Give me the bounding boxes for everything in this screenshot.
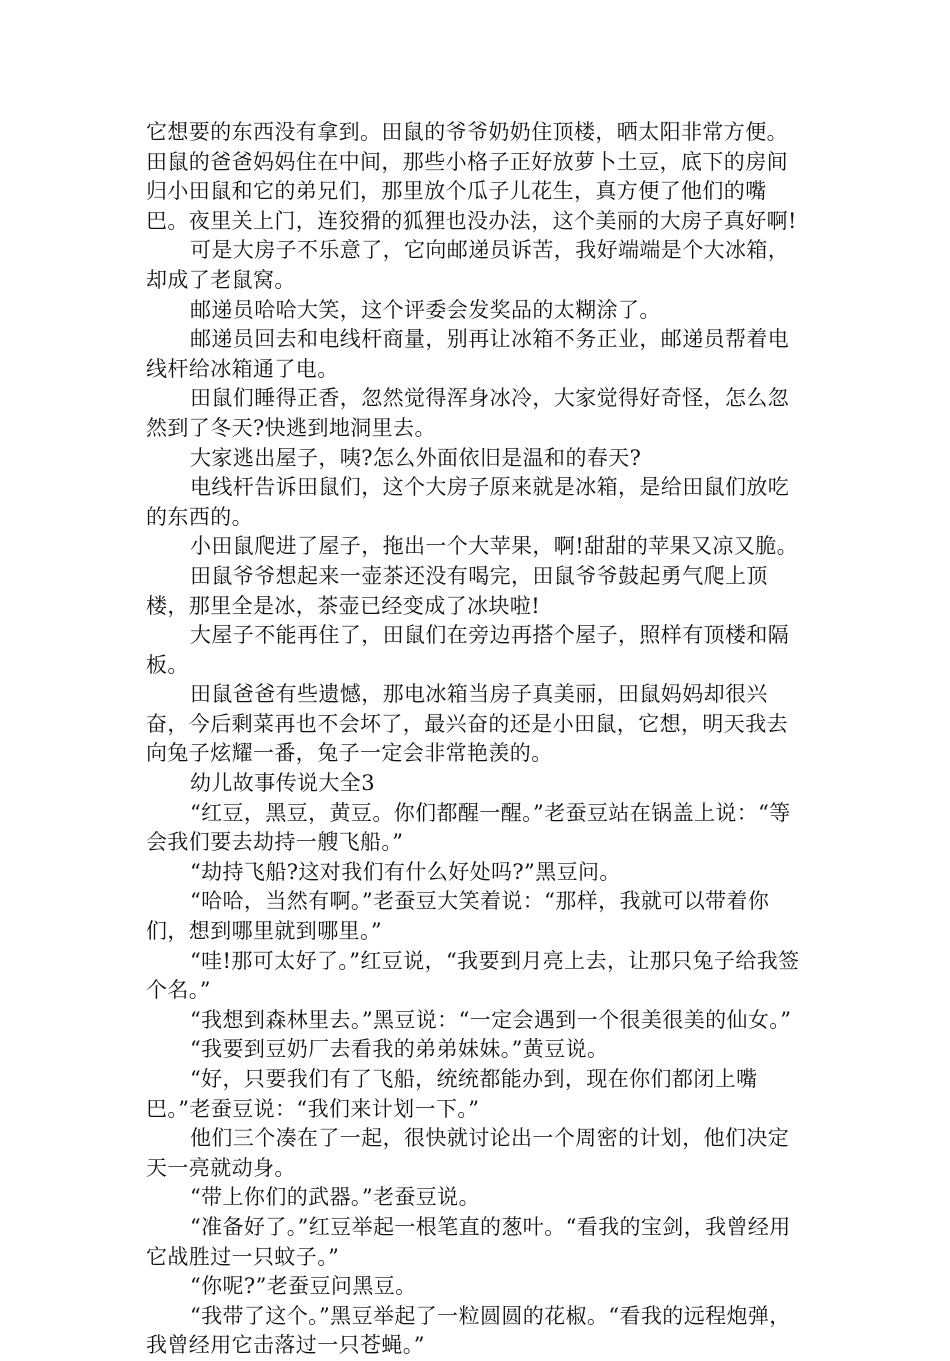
section-heading: 幼儿故事传说大全3 — [190, 771, 375, 796]
paragraph: 小田鼠爬进了屋子，拖出一个大苹果，啊!甜甜的苹果又凉又脆。 — [190, 534, 799, 559]
paragraph: 邮递员回去和电线杆商量，别再让冰箱不务正业，邮递员帮着电线杆给冰箱通了电。 — [146, 327, 790, 381]
paragraph: 大屋子不能再住了，田鼠们在旁边再搭个屋子，照样有顶楼和隔板。 — [146, 623, 790, 677]
paragraph: 田鼠爸爸有些遗憾，那电冰箱当房子真美丽，田鼠妈妈却很兴奋，今后剩菜再也不会坏了，最兴奋的还是小田鼠，它想，明天我去向兔子炫耀一番，兔子一定会非常艳羡的。 — [146, 682, 788, 766]
paragraph: 电线杆告诉田鼠们，这个大房子原来就是冰箱，是给田鼠们放吃的东西的。 — [146, 475, 790, 529]
paragraph: “我想到森林里去。”黑豆说：“一定会遇到一个很美很美的仙女。” — [190, 1007, 792, 1032]
paragraph: 可是大房子不乐意了，它向邮递员诉苦，我好端端是个大冰箱，却成了老鼠窝。 — [146, 238, 790, 292]
paragraph: 它想要的东西没有拿到。田鼠的爷爷奶奶住顶楼，晒太阳非常方便。田鼠的爸爸妈妈住在中间，那些小格子正好放萝卜土豆，底下的房间归小田鼠和它的弟兄们，那里放个瓜子儿花生，真方便了他们的嘴巴。夜里关上门，连狡猾的狐狸也没办法，这个美丽的大房子真好啊! — [146, 120, 797, 233]
paragraph: “哇!那可太好了。”红豆说，“我要到月亮上去，让那只兔子给我签个名。” — [146, 948, 800, 1003]
paragraph: 田鼠们睡得正香，忽然觉得浑身冰冷，大家觉得好奇怪，怎么忽然到了冬天?快逃到地洞里去。 — [146, 386, 790, 440]
paragraph: 大家逃出屋子，咦?怎么外面依旧是温和的春天? — [190, 445, 642, 470]
paragraph: “好，只要我们有了飞船，统统都能办到，现在你们都闭上嘴巴。”老蚕豆说：“我们来计划一下。” — [146, 1067, 758, 1121]
paragraph: 田鼠爷爷想起来一壶茶还没有喝完，田鼠爷爷鼓起勇气爬上顶楼，那里全是冰，茶壶已经变成了冰块啦! — [146, 563, 768, 618]
paragraph: “你呢?”老蚕豆问黑豆。 — [190, 1274, 417, 1299]
paragraph: “红豆，黑豆，黄豆。你们都醒一醒。”老蚕豆站在锅盖上说：“等会我们要去劫持一艘飞船。” — [146, 800, 791, 855]
paragraph: 他们三个凑在了一起，很快就讨论出一个周密的计划，他们决定天一亮就动身。 — [146, 1126, 790, 1180]
paragraph: “劫持飞船?这对我们有什么好处吗?”黑豆问。 — [190, 859, 621, 884]
paragraph: “哈哈，当然有啊。”老蚕豆大笑着说：“那样，我就可以带着你们，想到哪里就到哪里。” — [146, 889, 770, 944]
document-body — [146, 118, 806, 1361]
paragraph: 邮递员哈哈大笑，这个评委会发奖品的太糊涂了。 — [190, 297, 661, 322]
paragraph: “准备好了。”红豆举起一根笔直的葱叶。“看我的宝剑，我曾经用它战胜过一只蚊子。” — [146, 1214, 791, 1269]
paragraph: “我要到豆奶厂去看我的弟弟妹妹。”黄豆说。 — [190, 1037, 609, 1062]
paragraph: “带上你们的武器。”老蚕豆说。 — [190, 1185, 480, 1210]
paragraph: “我带了这个。”黑豆举起了一粒圆圆的花椒。“看我的远程炮弹，我曾经用它击落过一只苍蝇。” — [146, 1303, 791, 1358]
